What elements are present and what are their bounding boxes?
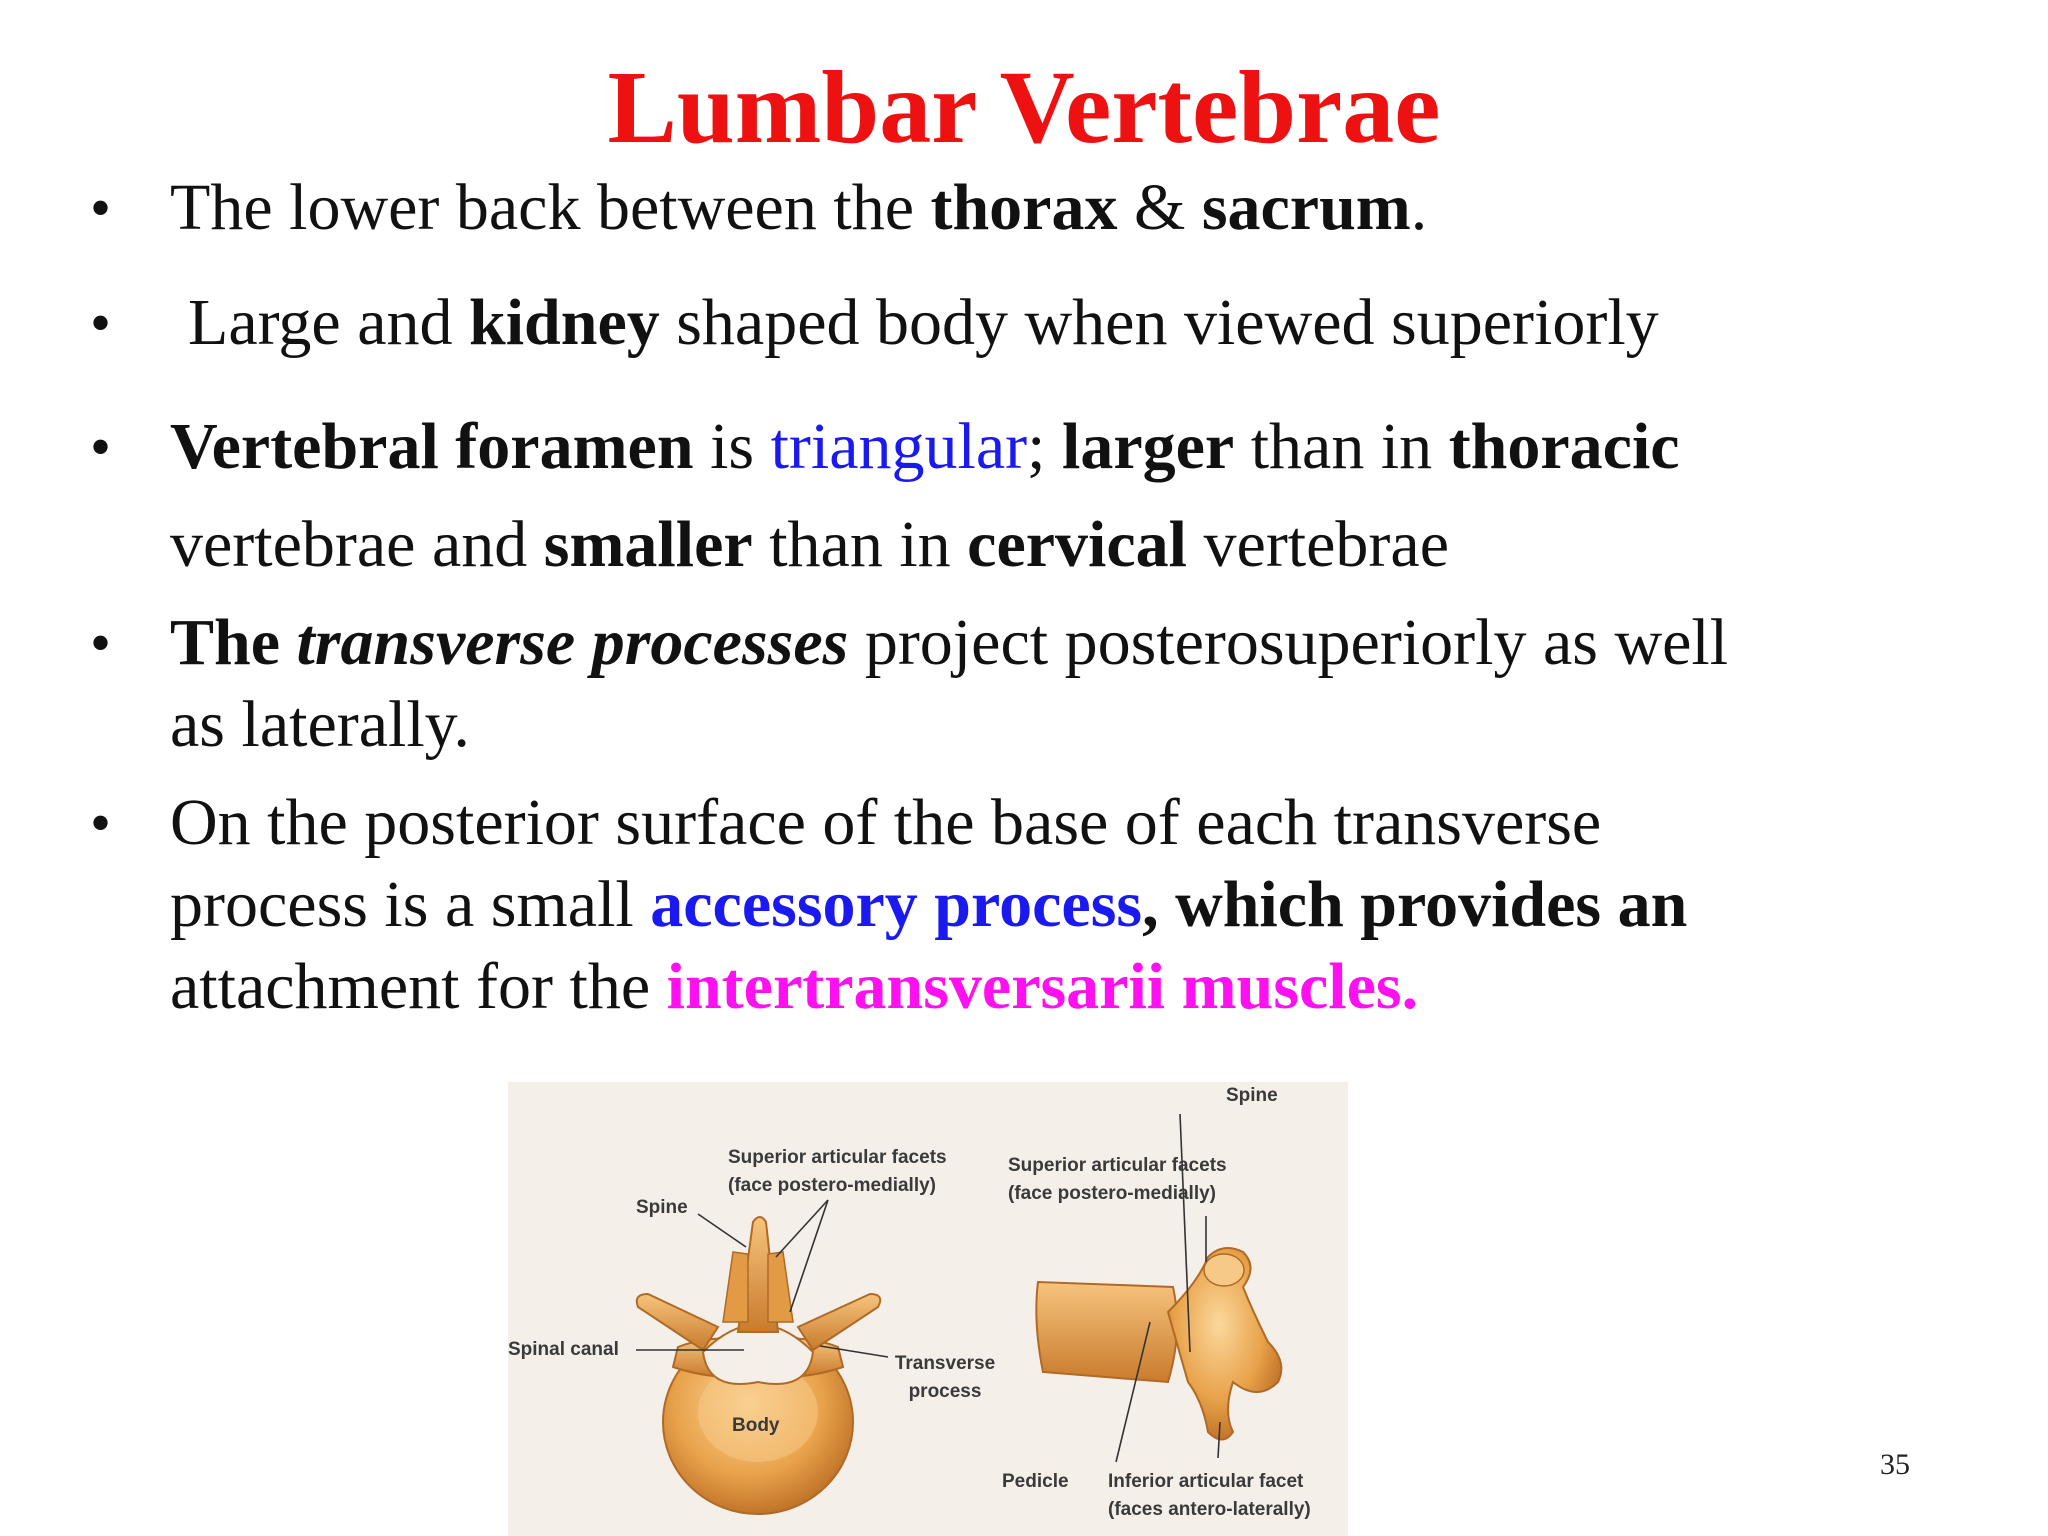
bullet-dot: • <box>90 414 112 480</box>
superior-view-vertebra <box>637 1217 880 1514</box>
label-inferior-articular-facet: Inferior articular facet (faces antero-laterally) <box>1108 1471 1311 1520</box>
term-thorax: thorax <box>930 171 1118 244</box>
lateral-view-vertebra <box>1036 1248 1281 1440</box>
term-vertebral-foramen: Vertebral foramen <box>170 410 694 483</box>
label-spine-lateral: Spine <box>1226 1085 1278 1106</box>
label-transverse-process: Transverse process <box>894 1353 996 1402</box>
bullet-item: • Large and kidney shaped body when viewed superiorly <box>170 283 1970 363</box>
label-body: Body <box>732 1415 780 1436</box>
slide-title: Lumbar Vertebrae <box>607 50 1441 165</box>
bullet-dot: • <box>90 610 112 676</box>
bullet-dot: • <box>90 175 112 241</box>
label-pedicle: Pedicle <box>1002 1471 1069 1492</box>
term-triangular: triangular <box>770 410 1028 483</box>
label-superior-facets-left: Superior articular facets (face postero-medially) <box>728 1147 947 1196</box>
term-accessory-process: accessory process <box>650 868 1143 941</box>
bullet-dot: • <box>90 790 112 856</box>
term-sacrum: sacrum <box>1201 171 1411 244</box>
bullet-item: • Vertebral foramen is triangular; larger than in thoracic vertebrae and smaller than in cervical vertebrae <box>170 398 1970 594</box>
lumbar-vertebra-diagram <box>508 1082 1348 1536</box>
label-superior-facets-right: Superior articular facets (face postero-medially) <box>1008 1155 1227 1204</box>
label-spine-superior: Spine <box>636 1197 688 1218</box>
term-transverse-processes: transverse processes <box>296 606 849 679</box>
page-number: 35 <box>1880 1448 1910 1481</box>
bullet-item: • The transverse processes project posterosuperiorly as well as laterally. <box>170 602 1970 766</box>
term-intertransversarii-muscles: intertransversarii muscles. <box>666 950 1419 1023</box>
bullet-item: • On the posterior surface of the base of each transverse process is a small accessory process, which provides an attachment for the intertransversarii muscles. <box>170 782 1970 1028</box>
bullet-dot: • <box>90 290 112 356</box>
label-spinal-canal: Spinal canal <box>508 1339 619 1360</box>
term-kidney: kidney <box>468 286 660 359</box>
bullet-item: • The lower back between the thorax & sacrum. <box>170 168 1970 248</box>
